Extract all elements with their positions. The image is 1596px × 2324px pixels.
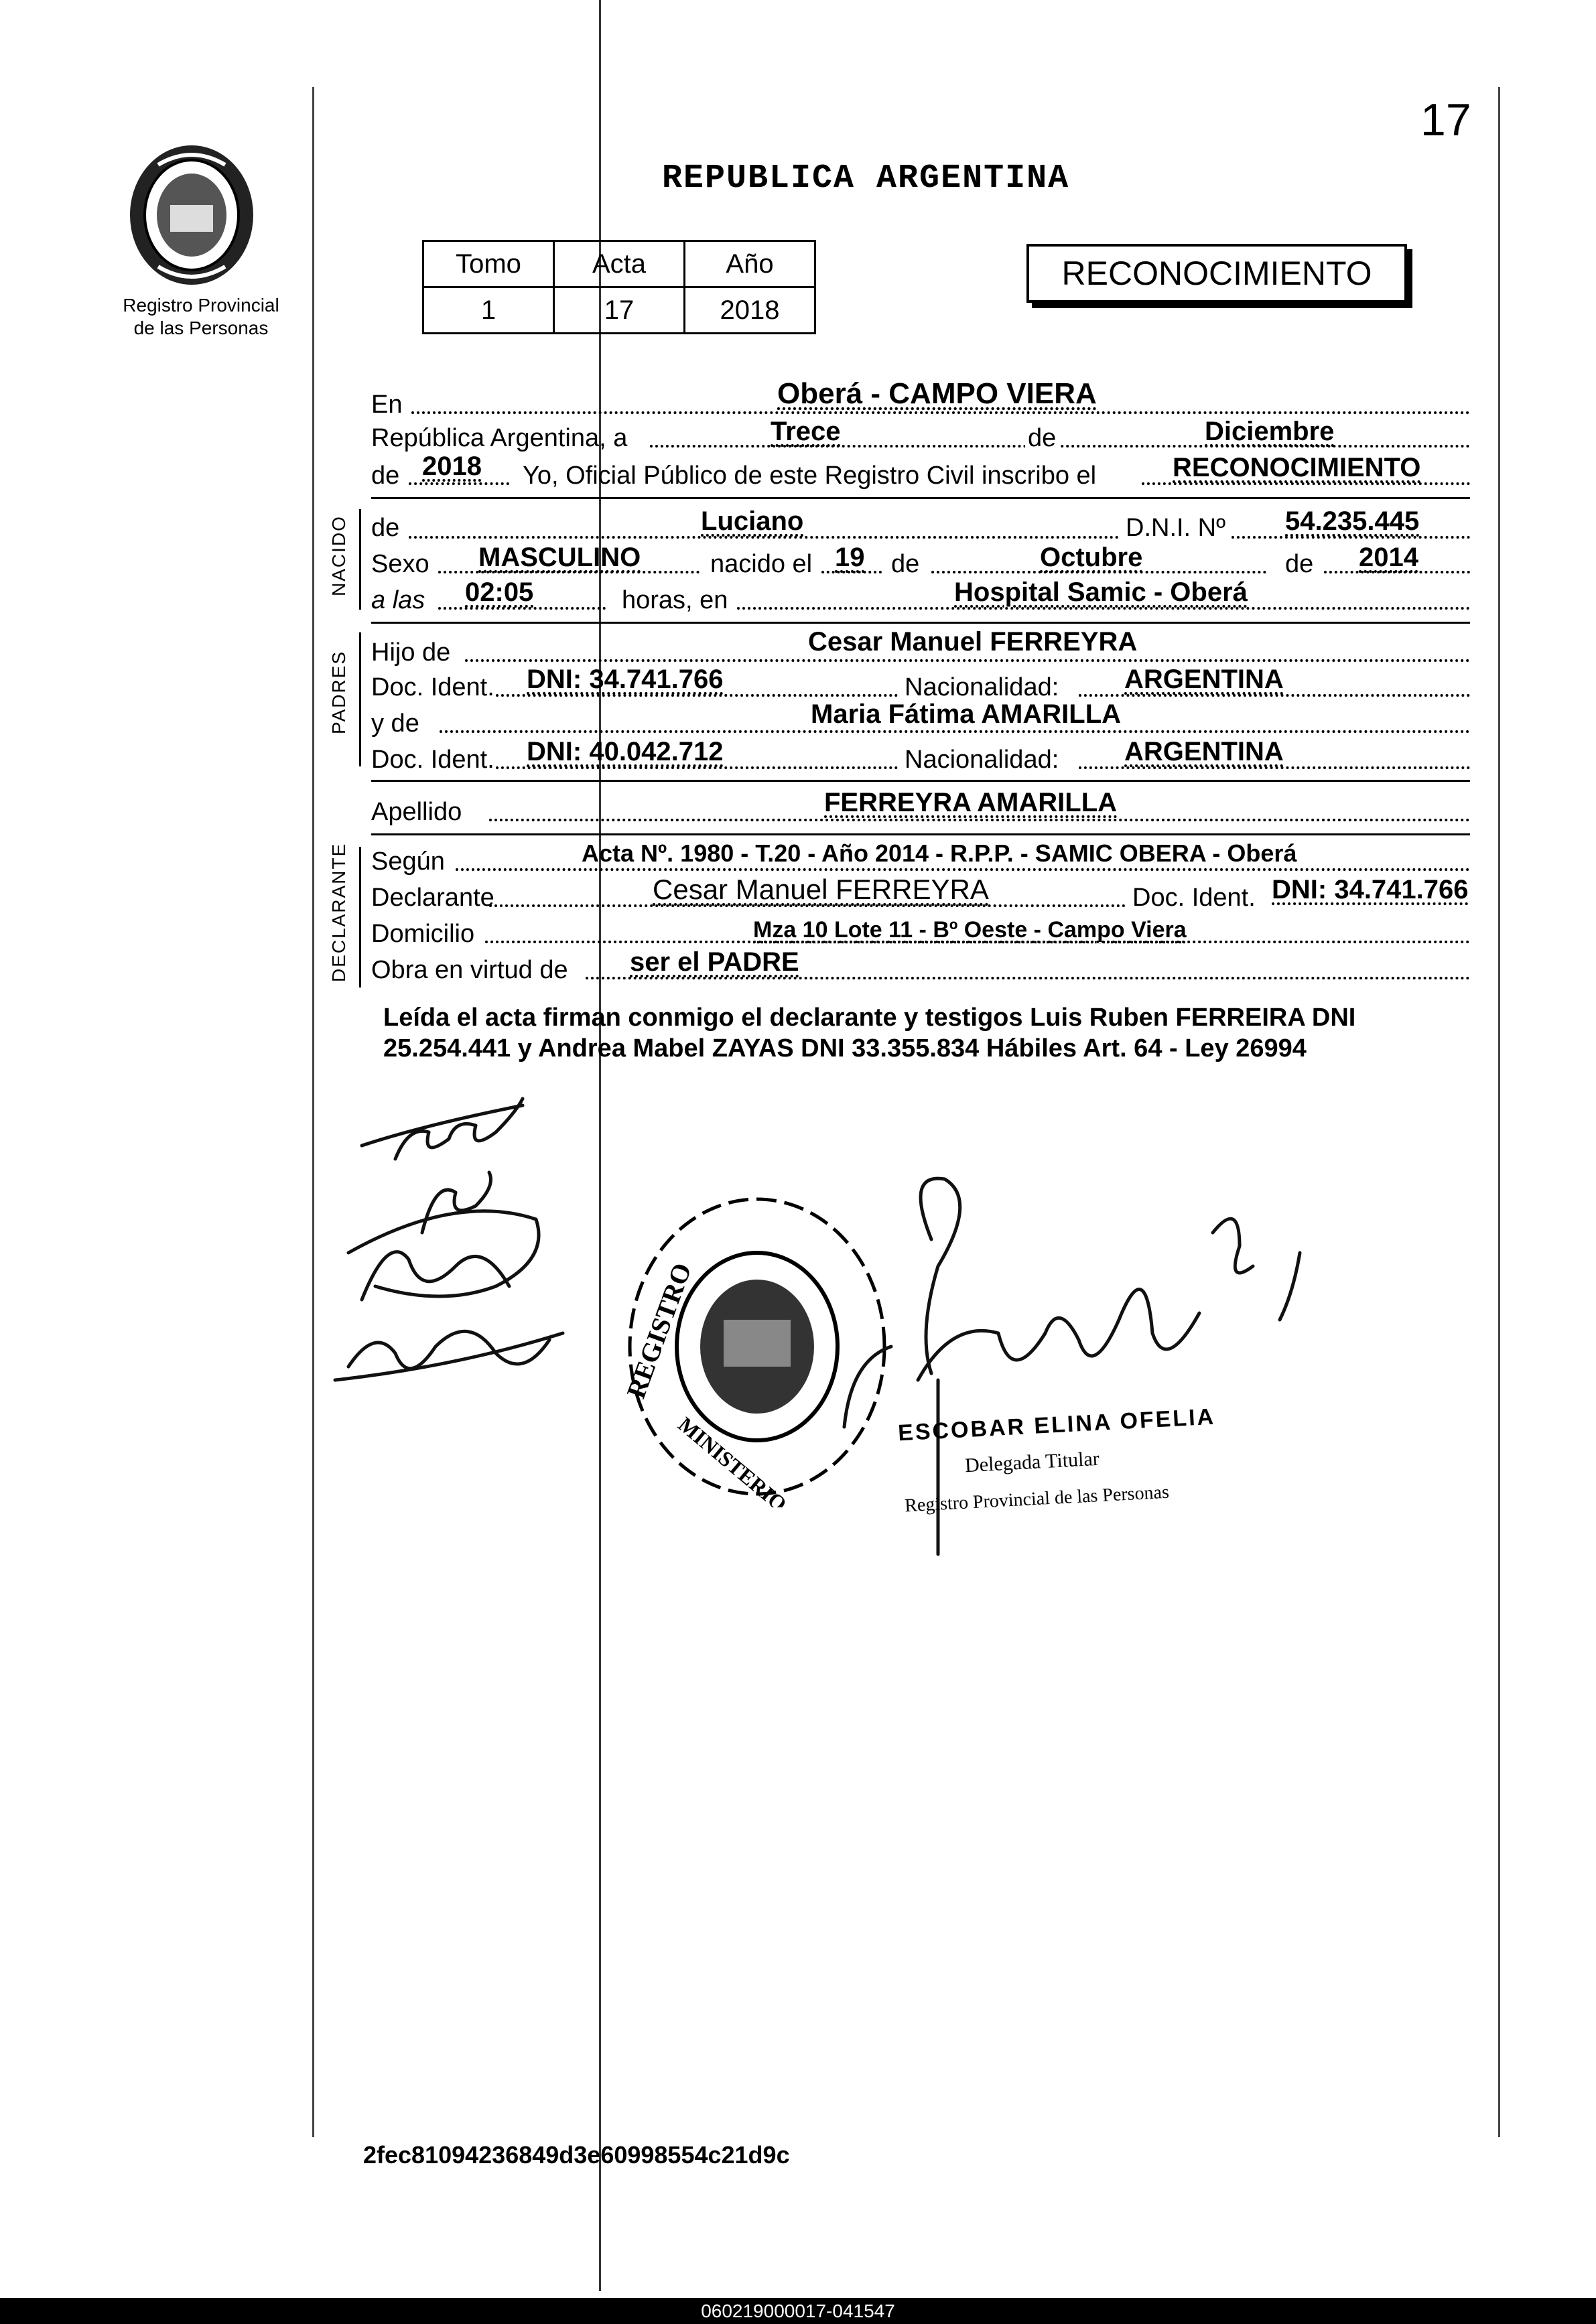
alas-label: a las	[371, 586, 425, 614]
record-value-tomo: 1	[423, 287, 554, 334]
separator-line-2	[371, 622, 1470, 624]
birth-month-value: Octubre	[1040, 543, 1143, 572]
de-year-label: de	[371, 461, 402, 490]
officer-name: ESCOBAR ELINA OFELIA	[897, 1404, 1216, 1446]
dni-label: D.N.I. Nº	[1126, 514, 1225, 542]
year-value: 2018	[422, 452, 482, 481]
year-dotline	[409, 482, 509, 485]
en-label: En	[371, 391, 403, 419]
segun-dotline	[456, 868, 1470, 871]
province-seal-logo	[118, 138, 265, 292]
padres-section-label: PADRES	[328, 650, 349, 734]
sexo-value: MASCULINO	[478, 543, 641, 572]
footer-bar	[0, 2298, 1596, 2324]
svg-text:REGISTRO: REGISTRO	[620, 1259, 697, 1403]
republica-label: República Argentina, a	[371, 424, 628, 452]
declarante-bracket	[359, 847, 361, 987]
apellido-value: FERREYRA AMARILLA	[824, 788, 1118, 817]
obra-dotline	[586, 977, 1470, 979]
time-dotline	[438, 607, 606, 610]
nacido-de-label: de	[371, 514, 400, 542]
father-nationality-value: ARGENTINA	[1124, 665, 1284, 694]
mother-nac-label: Nacionalidad:	[905, 746, 1059, 774]
father-doc-dotline	[496, 694, 898, 697]
svg-text:MINISTERIO: MINISTERIO	[673, 1412, 792, 1507]
en-dotline	[411, 411, 1470, 414]
birth-day-value: 19	[835, 543, 865, 572]
dni-dotline	[1232, 536, 1470, 539]
declarante-name-value: Cesar Manuel FERREYRA	[653, 874, 989, 905]
apellido-label: Apellido	[371, 798, 462, 826]
sexo-label: Sexo	[371, 550, 429, 578]
nacido-section-label: NACIDO	[328, 515, 349, 596]
child-dni-value: 54.235.445	[1285, 506, 1420, 536]
father-nac-dotline	[1079, 694, 1470, 697]
mother-dotline	[440, 730, 1470, 733]
father-doc-label: Doc. Ident.	[371, 673, 494, 701]
father-nac-label: Nacionalidad:	[905, 673, 1059, 701]
mother-nac-dotline	[1079, 766, 1470, 769]
birth-de-label: de	[891, 550, 920, 578]
right-margin-line	[1498, 87, 1500, 2137]
father-doc-value: DNI: 34.741.766	[527, 665, 724, 694]
officer-title: Delegada Titular	[964, 1447, 1100, 1477]
obra-value: ser el PADRE	[630, 947, 799, 977]
record-value-anio: 2018	[685, 287, 815, 334]
closing-text: Leída el acta firman conmigo el declarante y testigos Luis Ruben FERREIRA DNI 25.254.441 y Andrea Mabel ZAYAS DNI 33.355.834 Hábiles Art. 64 - Ley 26994	[383, 1004, 1356, 1063]
hijo-label: Hijo de	[371, 638, 451, 667]
officer-org: Registro Provincial de las Personas	[904, 1481, 1170, 1517]
mother-nationality-value: ARGENTINA	[1124, 737, 1284, 766]
registry-label-1: Registro Provincial	[123, 295, 279, 316]
oficial-text: Yo, Oficial Público de este Registro Civil inscribo el	[523, 462, 1097, 490]
apellido-dotline	[489, 819, 1470, 821]
mother-doc-dotline	[496, 766, 898, 769]
separator-line-4	[371, 833, 1470, 835]
segun-value: Acta Nº. 1980 - T.20 - Año 2014 - R.P.P. - SAMIC OBERA - Oberá	[582, 839, 1297, 867]
obra-label: Obra en virtud de	[371, 956, 568, 984]
record-header-anio: Año	[685, 241, 815, 287]
document-hash: 2fec81094236849d3e60998554c21d9c	[363, 2141, 790, 2169]
domicilio-label: Domicilio	[371, 920, 475, 948]
declarante-section-label: DECLARANTE	[328, 842, 349, 982]
record-table	[422, 240, 816, 334]
declarante-doc-label: Doc. Ident.	[1132, 884, 1256, 912]
domicilio-value: Mza 10 Lote 11 - Bº Oeste - Campo Viera	[753, 917, 1187, 943]
father-name-value: Cesar Manuel FERREYRA	[808, 627, 1138, 657]
left-margin-line	[312, 87, 314, 2137]
birth-place-value: Hospital Samic - Oberá	[954, 577, 1248, 607]
mother-doc-value: DNI: 40.042.712	[527, 737, 724, 766]
month-value: Diciembre	[1205, 417, 1335, 446]
separator-line-1	[371, 497, 1470, 499]
page-number: 17	[1420, 94, 1471, 145]
birth-de2-label: de	[1285, 550, 1314, 578]
place-value: Oberá - CAMPO VIERA	[777, 377, 1097, 410]
inscribe-type-value: RECONOCIMIENTO	[1173, 453, 1421, 482]
declarante-label: Declarante	[371, 884, 494, 912]
inscribe-dotline	[1142, 482, 1470, 485]
record-header-tomo: Tomo	[423, 241, 554, 287]
record-type-box: RECONOCIMIENTO	[1026, 244, 1407, 303]
birth-place-dotline	[737, 607, 1470, 610]
registry-label-2: de las Personas	[133, 318, 269, 338]
day-words-value: Trece	[771, 417, 841, 446]
mother-doc-label: Doc. Ident.	[371, 746, 494, 774]
record-value-acta: 17	[554, 287, 685, 334]
birth-time-value: 02:05	[465, 577, 534, 607]
mother-name-value: Maria Fátima AMARILLA	[811, 699, 1122, 729]
padres-bracket	[359, 632, 361, 766]
document-title: REPUBLICA ARGENTINA	[662, 159, 1070, 198]
witness-signatures	[322, 1085, 657, 1434]
footer-code: 060219000017-041547	[701, 2301, 895, 2321]
declarante-doc-value: DNI: 34.741.766	[1272, 875, 1469, 904]
birth-year-value: 2014	[1359, 543, 1418, 572]
de-month-label: de	[1025, 423, 1059, 453]
record-header-acta: Acta	[554, 241, 685, 287]
child-name-value: Luciano	[701, 506, 804, 536]
nacido-el-label: nacido el	[710, 550, 813, 578]
separator-line-3	[371, 780, 1470, 782]
segun-label: Según	[371, 847, 445, 876]
father-dotline	[465, 659, 1470, 662]
nacido-bracket	[359, 509, 361, 610]
horas-label: horas, en	[622, 586, 728, 614]
name-dotline	[409, 536, 1119, 539]
yde-label: y de	[371, 709, 419, 738]
